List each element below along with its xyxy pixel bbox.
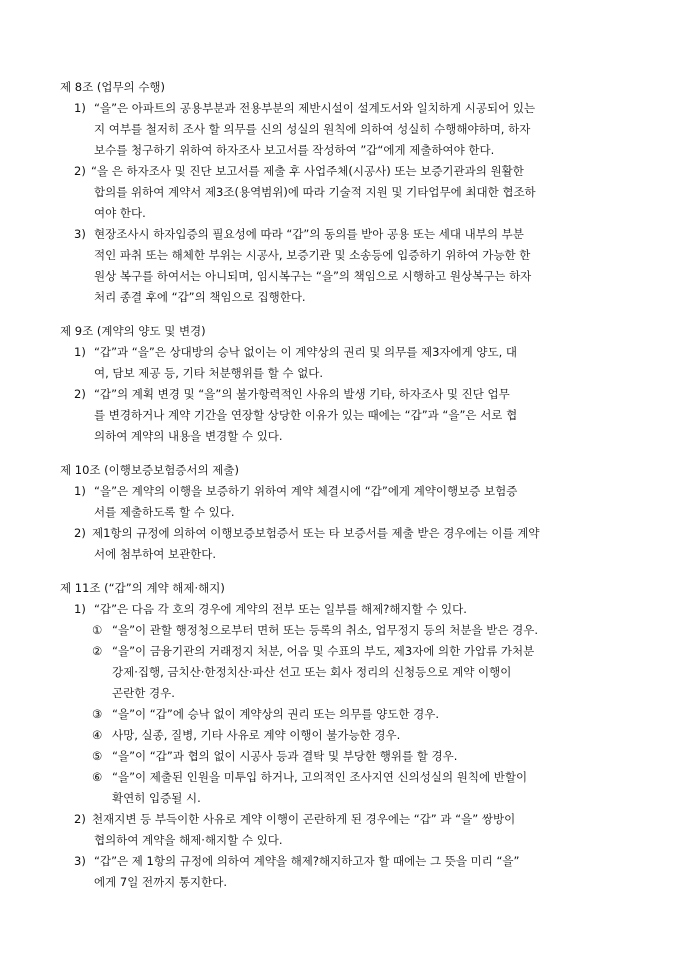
item-number: 3)	[74, 227, 86, 241]
text-line: 여야 한다.	[94, 206, 146, 220]
article-9-title: 제 9조 (계약의 양도 및 변경)	[60, 324, 206, 338]
item-number: ⑤	[92, 749, 103, 763]
text-line: 사망, 실종, 질병, 기타 사유로 계약 이행이 불가능한 경우.	[112, 728, 401, 742]
text-line: “을”이 “갑”에 승낙 없이 계약상의 권리 또는 의무를 양도한 경우.	[112, 707, 439, 721]
text-line: “갑”의 계획 변경 및 “을”의 불가항력적인 사유의 발생 기타, 하자조사 및 진단 업무	[94, 387, 510, 401]
article-8-title: 제 8조 (업무의 수행)	[60, 80, 166, 94]
text-line: “갑”은 제 1항의 규정에 의하여 계약을 해제?해지하고자 할 때에는 그 뜻을 미리 “을”	[94, 854, 520, 868]
text-line: 현장조사시 하자입증의 필요성에 따라 “갑”의 동의를 받아 공용 또는 세대 내부의 부분	[94, 227, 524, 241]
text-line: “을”이 제출된 인원을 미투입 하거나, 고의적인 조사지연 신의성실의 원칙에 반할이	[112, 770, 528, 784]
text-line: “을”은 아파트의 공용부분과 전용부분의 제반시설이 설계도서와 일치하게 시공되어 있는	[94, 101, 536, 115]
text-line: 지 여부를 철저히 조사 할 의무를 신의 성실의 원칙에 의하여 성실히 수행해야하며, 하자	[94, 122, 531, 136]
text-line: 에게 7일 전까지 통지한다.	[94, 875, 228, 889]
text-line: “을”이 관할 행정청으로부터 면허 또는 등록의 취소, 업무정지 등의 처분을 받은 경우.	[112, 623, 539, 637]
text-line: “을”이 금융기관의 거래정지 처분, 어음 및 수표의 부도, 제3자에 의한 가압류 가처분	[112, 644, 535, 658]
text-line: “갑”과 “을”은 상대방의 승낙 없이는 이 계약상의 권리 및 의무를 제3자에게 양도, 대	[94, 345, 518, 359]
text-line: 서에 첨부하여 보관한다.	[94, 547, 217, 561]
item-number: 2)	[74, 387, 86, 401]
item-number: 2)	[74, 164, 86, 178]
text-line: 확연히 입증될 시.	[112, 791, 201, 805]
text-line: 보수를 청구하기 위하여 하자조사 보고서를 작성하여 ”갑“에게 제출하여야 한다.	[94, 143, 495, 157]
text-line: “을”은 계약의 이행을 보증하기 위하여 계약 체결시에 “갑”에게 계약이행보증 보험증	[94, 484, 518, 498]
text-line: 곤란한 경우.	[112, 686, 175, 700]
text-line: 협의하여 계약을 해제·해지할 수 있다.	[94, 833, 283, 847]
text-line: “을 은 하자조사 및 진단 보고서를 제출 후 사업주체(시공사) 또는 보증기관과의 원활한	[91, 164, 524, 178]
item-number: 1)	[74, 602, 86, 616]
item-number: 2)	[74, 812, 86, 826]
text-line: 를 변경하거나 계약 기간을 연장할 상당한 이유가 있는 때에는 “갑”과 “을”은 서로 협	[94, 408, 518, 422]
item-number: 1)	[74, 484, 86, 498]
text-line: 의하여 계약의 내용을 변경할 수 있다.	[94, 429, 283, 443]
item-number: ④	[92, 728, 103, 742]
text-line: 여, 담보 제공 등, 기타 처분행위를 할 수 없다.	[94, 366, 324, 380]
text-line: 합의를 위하여 계약서 제3조(용역범위)에 따라 기술적 지원 및 기타업무에 최대한 협조하	[94, 185, 536, 199]
item-number: ①	[92, 623, 103, 637]
text-line: 강제·집행, 금치산·한정치산·파산 선고 또는 회사 정리의 신청등으로 계약 이행이	[112, 665, 512, 679]
item-number: 2)	[74, 526, 86, 540]
item-number: ②	[92, 644, 103, 658]
text-line: 제1항의 규정에 의하여 이행보증보험증서 또는 타 보증서를 제출 받은 경우에는 이를 계약	[92, 526, 540, 540]
item-number: ⑥	[92, 770, 103, 784]
text-line: 원상 복구를 하여서는 아니되며, 임시복구는 “을”의 책임으로 시행하고 원상복구는 하자	[94, 269, 532, 283]
article-11-title: 제 11조 (“갑”의 계약 해제·해지)	[60, 581, 225, 595]
text-line: 처리 종결 후에 “갑”의 책임으로 집행한다.	[94, 290, 306, 304]
item-number: 1)	[74, 345, 86, 359]
text-line: “갑”은 다음 각 호의 경우에 계약의 전부 또는 일부를 해제?해지할 수 있다.	[94, 602, 467, 616]
item-number: 1)	[74, 101, 86, 115]
text-line: 천재지변 등 부득이한 사유로 계약 이행이 곤란하게 된 경우에는 “갑” 과 “을” 쌍방이	[92, 812, 516, 826]
article-10-title: 제 10조 (이행보증보험증서의 제출)	[60, 463, 239, 477]
text-line: “을”이 “갑”과 협의 없이 시공사 등과 결탁 및 부당한 행위를 할 경우.	[112, 749, 458, 763]
item-number: 3)	[74, 854, 86, 868]
text-line: 적인 파취 또는 해체한 부위는 시공사, 보증기관 및 소송등에 입증하기 위하여 가능한 한	[94, 248, 531, 262]
text-line: 서를 제출하도록 할 수 있다.	[94, 505, 235, 519]
item-number: ③	[92, 707, 103, 721]
